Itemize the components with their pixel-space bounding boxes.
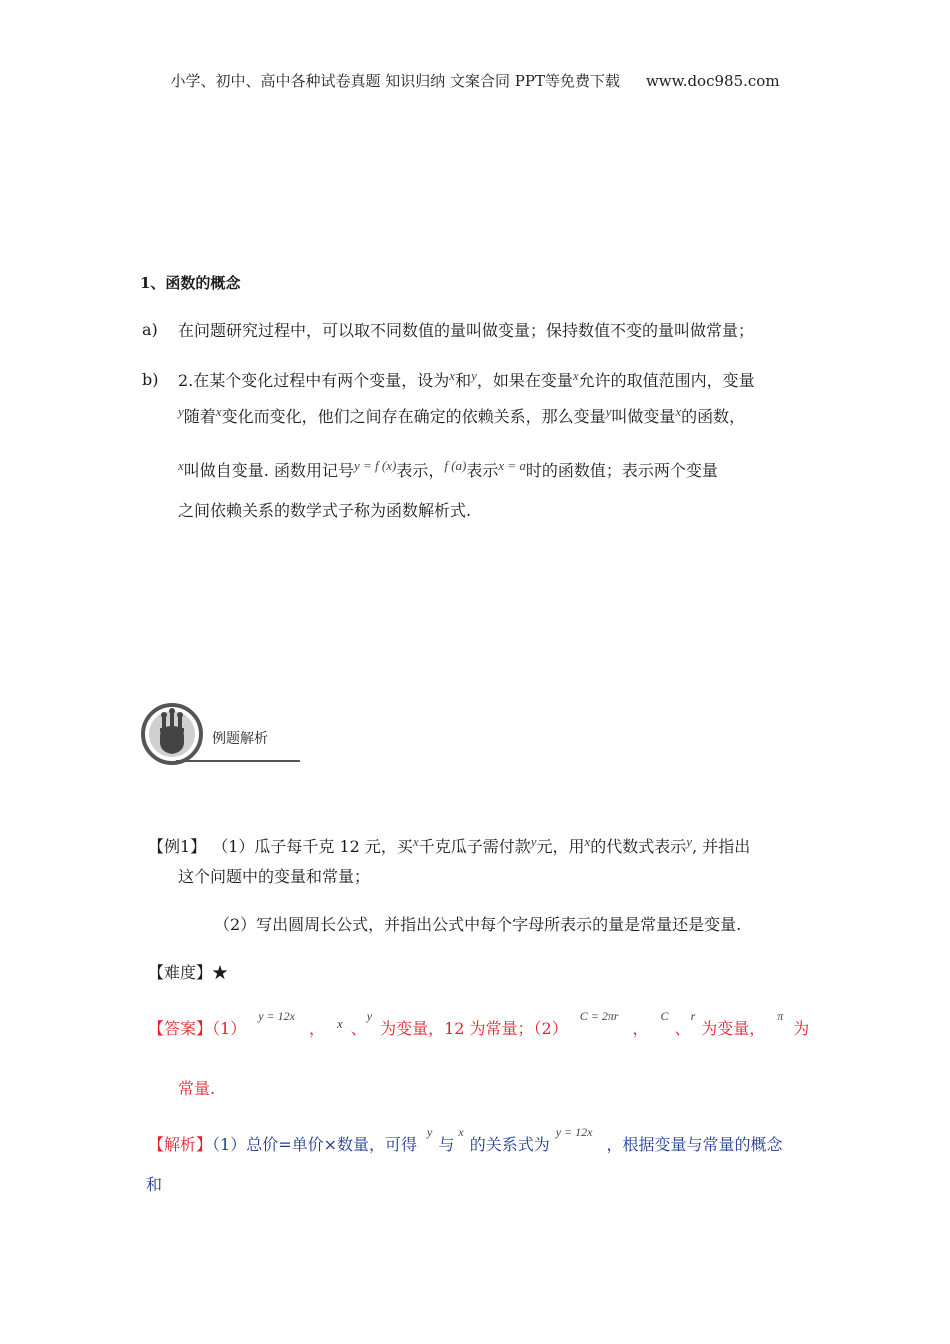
text: 的函数， xyxy=(681,407,746,426)
example-label: 【例1】 xyxy=(148,837,207,856)
mascot-icon xyxy=(140,702,204,766)
text: 叫做变量 xyxy=(611,407,676,426)
math-y: y xyxy=(471,368,477,383)
banner-title: 例题解析 xyxy=(212,731,268,747)
text: 时的函数值；表示两个变量 xyxy=(525,461,718,480)
difficulty: 【难度】★ xyxy=(148,963,229,982)
item-b-line-3 xyxy=(178,460,718,483)
math-y: y xyxy=(686,834,693,849)
text: 、 xyxy=(674,1019,691,1038)
math-x: x xyxy=(178,458,184,473)
analysis-label: 【解析】 xyxy=(148,1135,213,1154)
math-y: y xyxy=(605,404,612,419)
math-y: y xyxy=(427,1125,433,1139)
math-x: x xyxy=(458,1125,464,1139)
section-title: 1、函数的概念 xyxy=(140,274,241,292)
math-r: r xyxy=(690,1009,696,1023)
text: 、 xyxy=(350,1019,367,1038)
text: 表示 xyxy=(466,461,499,480)
text: 2.在某个变化过程中有两个变量，设为 xyxy=(178,371,450,390)
math-y: y xyxy=(178,404,184,419)
math-x: x xyxy=(449,368,456,383)
math-x: x xyxy=(336,1016,343,1031)
answer-line-2: 常量. xyxy=(178,1079,216,1098)
text: 为变量，12 为常量；（2） xyxy=(380,1019,568,1038)
math-y: y xyxy=(366,1009,373,1023)
math-y-12x: y = 12x xyxy=(258,1009,295,1023)
text: （1）瓜子每千克 12 元，买 xyxy=(220,837,413,856)
text: 千克瓜子需付款 xyxy=(418,837,531,856)
text: 叫做自变量. 函数用记号 xyxy=(183,461,354,480)
text: ，根据变量与常量的概念 xyxy=(606,1135,783,1154)
text: 表示， xyxy=(396,461,445,480)
math-pi: π xyxy=(777,1009,784,1023)
item-b-line-1 xyxy=(178,370,755,393)
text: 随着 xyxy=(183,407,216,426)
text: ， xyxy=(308,1019,325,1038)
math-x: x xyxy=(584,834,591,849)
math-c: C xyxy=(660,1009,669,1023)
banner-underline xyxy=(176,760,300,762)
text: , 并指出 xyxy=(692,837,751,856)
math-y: y xyxy=(530,834,537,849)
item-a-text: 在问题研究过程中，可以取不同数值的量叫做变量；保持数值不变的量叫做常量； xyxy=(178,321,755,340)
header-text: 小学、初中、高中各种试卷真题 知识归纳 文案合同 PPT等免费下载 xyxy=(170,72,620,90)
analysis-line-1 xyxy=(148,1125,783,1157)
text: 的代数式表示 xyxy=(590,837,687,856)
math-y-fx: y = f (x) xyxy=(353,458,397,473)
text: 为 xyxy=(793,1019,810,1038)
math-x: x xyxy=(675,404,682,419)
item-b-label: b) xyxy=(142,370,159,389)
text: 变化而变化，他们之间存在确定的依赖关系，那么变量 xyxy=(221,407,606,426)
text: 为变量， xyxy=(701,1019,766,1038)
math-c-2pir: C = 2πr xyxy=(579,1009,619,1023)
math-x: x xyxy=(215,404,222,419)
text: 和 xyxy=(455,371,472,390)
math-x-eq-a: x = a xyxy=(498,458,526,473)
item-a-label: a) xyxy=(142,320,158,339)
header-site-link[interactable]: www.doc985.com xyxy=(645,72,780,90)
example-line-1 xyxy=(148,836,750,859)
answer-label: 【答案】 xyxy=(148,1019,213,1038)
text: （1）总价=单价×数量，可得 xyxy=(212,1135,418,1154)
text: 允许的取值范围内，变量 xyxy=(578,371,755,390)
item-b-line-4: 之间依赖关系的数学式子称为函数解析式. xyxy=(178,501,472,520)
text: ，如果在变量 xyxy=(476,371,573,390)
example-line-2: 这个问题中的变量和常量； xyxy=(178,867,371,886)
text: 元，用 xyxy=(536,837,585,856)
example-line-3: （2）写出圆周长公式，并指出公式中每个字母所表示的量是常量还是变量. xyxy=(214,915,742,934)
math-x: x xyxy=(412,834,419,849)
analysis-line-2: 和 xyxy=(146,1175,163,1194)
text: ， xyxy=(632,1019,649,1038)
item-b-line-2 xyxy=(178,406,745,429)
text: （1） xyxy=(212,1019,247,1038)
page-header xyxy=(0,70,950,91)
text: 的关系式为 xyxy=(469,1135,550,1154)
math-x: x xyxy=(572,368,579,383)
math-fa: f (a) xyxy=(444,458,467,473)
math-y-12x: y = 12x xyxy=(555,1125,593,1139)
text: 与 xyxy=(438,1135,455,1154)
